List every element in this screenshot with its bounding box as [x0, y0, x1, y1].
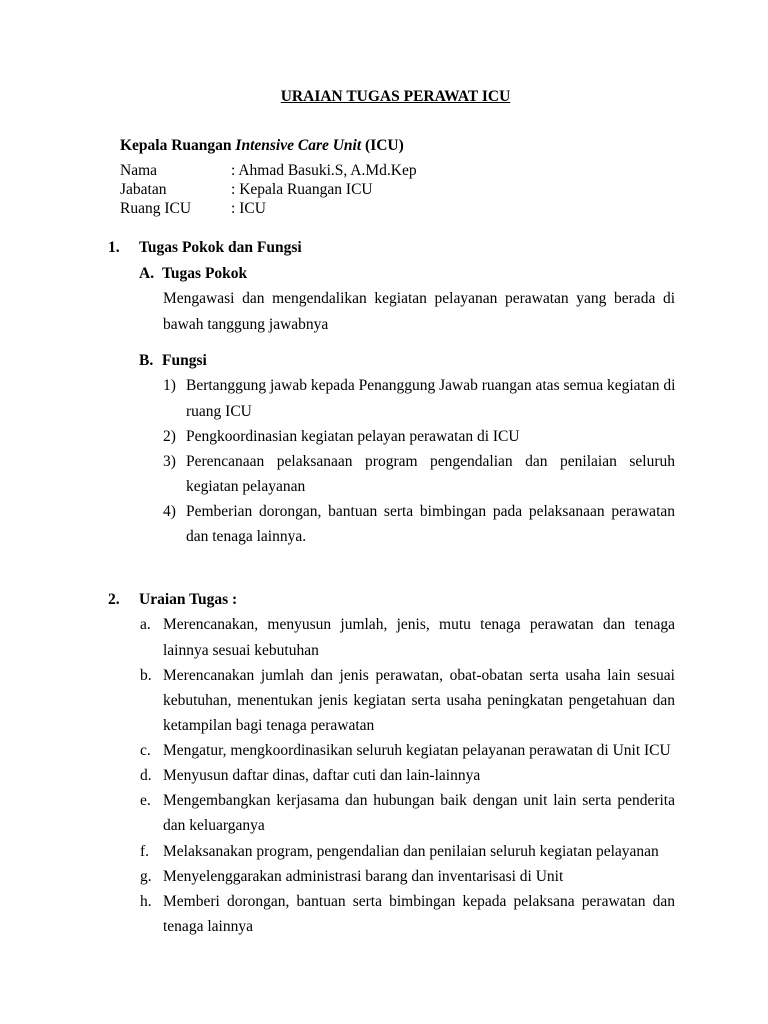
item-text [163, 839, 675, 864]
item-text [163, 788, 675, 838]
item-letter: c. [140, 742, 151, 760]
identity-value: ICU [239, 200, 266, 218]
subsection-marker: B. [139, 352, 154, 370]
item-line: lainnya sesuai kebutuhan [163, 641, 319, 659]
item-letter: g. [140, 867, 152, 885]
item-number: 4) [163, 503, 176, 521]
identity-value: Kepala Ruangan ICU [239, 181, 373, 199]
item-text [186, 424, 675, 449]
item-line: Merencanakan, menyusun jumlah, jenis, mutu tenaga perawatan dan tenaga [163, 616, 675, 634]
uraian-item-b [0, 663, 768, 738]
item-number: 3) [163, 452, 176, 470]
item-line: Mengembangkan kerjasama dan hubungan baik dengan unit lain serta penderita [163, 792, 675, 810]
identity-separator: : [231, 200, 236, 218]
item-number: 2) [163, 427, 176, 445]
fungsi-item-4 [0, 499, 768, 549]
item-text [163, 763, 675, 788]
item-text [186, 499, 675, 549]
item-line: Menyusun daftar dinas, daftar cuti dan lain-lainnya [163, 767, 481, 785]
unit-heading-prefix: Kepala Ruangan [120, 137, 232, 155]
item-text [186, 449, 675, 499]
document-title: URAIAN TUGAS PERAWAT ICU [280, 88, 511, 106]
identity-separator: : [231, 181, 236, 199]
section-1 [0, 235, 768, 549]
item-text [163, 864, 675, 889]
fungsi-item-3 [0, 449, 768, 499]
item-letter: a. [140, 616, 151, 634]
identity-label: Jabatan [120, 181, 167, 199]
item-line: tenaga lainnya [163, 918, 253, 936]
unit-heading-suffix: (ICU) [365, 137, 404, 155]
paragraph-line: Mengawasi dan mengendalikan kegiatan pelayanan perawatan yang berada di [163, 290, 675, 308]
identity-row-ruang [0, 199, 768, 218]
paragraph-line: bawah tanggung jawabnya [163, 315, 329, 333]
item-line: ketampilan bagi tenaga perawatan [163, 716, 375, 734]
unit-heading [0, 133, 768, 158]
item-text [186, 373, 675, 423]
item-line: dan keluarganya [163, 817, 265, 835]
subsection-a-heading [0, 261, 768, 286]
item-line: Melaksanakan program, pengendalian dan penilaian seluruh kegiatan pelayanan [163, 842, 659, 860]
subsection-marker: A. [139, 265, 155, 283]
item-letter: b. [140, 666, 152, 684]
item-text [163, 612, 675, 662]
subsection-title: Fungsi [162, 352, 207, 370]
uraian-item-d [0, 763, 768, 788]
subsection-b-heading [0, 348, 768, 373]
section-number: 2. [108, 591, 120, 609]
section-1-heading [0, 235, 768, 260]
item-line: Pengkoordinasian kegiatan pelayan perawatan di ICU [186, 427, 520, 445]
identity-label: Ruang ICU [120, 200, 192, 218]
item-line: Mengatur, mengkoordinasikan seluruh kegiatan pelayanan perawatan di Unit ICU [163, 742, 671, 760]
identity-label: Nama [120, 162, 158, 180]
item-text [163, 738, 675, 763]
item-line: Pemberian dorongan, bantuan serta bimbingan pada pelaksanaan perawatan [186, 503, 675, 521]
fungsi-item-1 [0, 373, 768, 423]
section-title: Uraian Tugas : [139, 591, 238, 609]
item-letter: f. [140, 842, 150, 860]
item-text [163, 889, 675, 939]
item-line: Perencanaan pelaksanaan program pengendalian dan penilaian seluruh [186, 452, 675, 470]
uraian-item-g [0, 864, 768, 889]
uraian-item-f [0, 839, 768, 864]
section-2 [0, 587, 768, 939]
item-letter: h. [140, 892, 152, 910]
section-2-heading [0, 587, 768, 612]
item-line: ruang ICU [186, 402, 252, 420]
uraian-item-e [0, 788, 768, 838]
unit-heading-name: Intensive Care Unit [235, 137, 362, 155]
uraian-item-a [0, 612, 768, 662]
item-number: 1) [163, 377, 176, 395]
uraian-item-h [0, 889, 768, 939]
identity-row-jabatan [0, 180, 768, 199]
item-line: kegiatan pelayanan [186, 478, 306, 495]
identity-table [0, 161, 768, 218]
item-letter: d. [140, 767, 152, 785]
subsection-title: Tugas Pokok [162, 265, 248, 283]
item-line: Bertanggung jawab kepada Penanggung Jawab ruangan atas semua kegiatan di [186, 377, 676, 395]
identity-row-nama [0, 161, 768, 180]
section-number: 1. [108, 239, 120, 257]
item-text [163, 663, 675, 738]
tugas-pokok-paragraph [163, 286, 675, 336]
uraian-item-c [0, 738, 768, 763]
identity-value: Ahmad Basuki.S, A.Md.Kep [238, 162, 417, 180]
item-line: Merencanakan jumlah dan jenis perawatan, obat-obatan serta usaha lain sesuai [163, 666, 675, 684]
item-letter: e. [140, 792, 151, 810]
section-title: Tugas Pokok dan Fungsi [139, 239, 302, 257]
item-line: kebutuhan, menentukan jenis kegiatan serta usaha peningkatan pengetahuan dan [163, 691, 675, 709]
fungsi-item-2 [0, 424, 768, 449]
identity-separator: : [231, 162, 236, 180]
item-line: Menyelenggarakan administrasi barang dan inventarisasi di Unit [163, 867, 564, 885]
item-line: dan tenaga lainnya. [186, 528, 307, 546]
item-line: Memberi dorongan, bantuan serta bimbingan kepada pelaksana perawatan dan [163, 892, 675, 910]
